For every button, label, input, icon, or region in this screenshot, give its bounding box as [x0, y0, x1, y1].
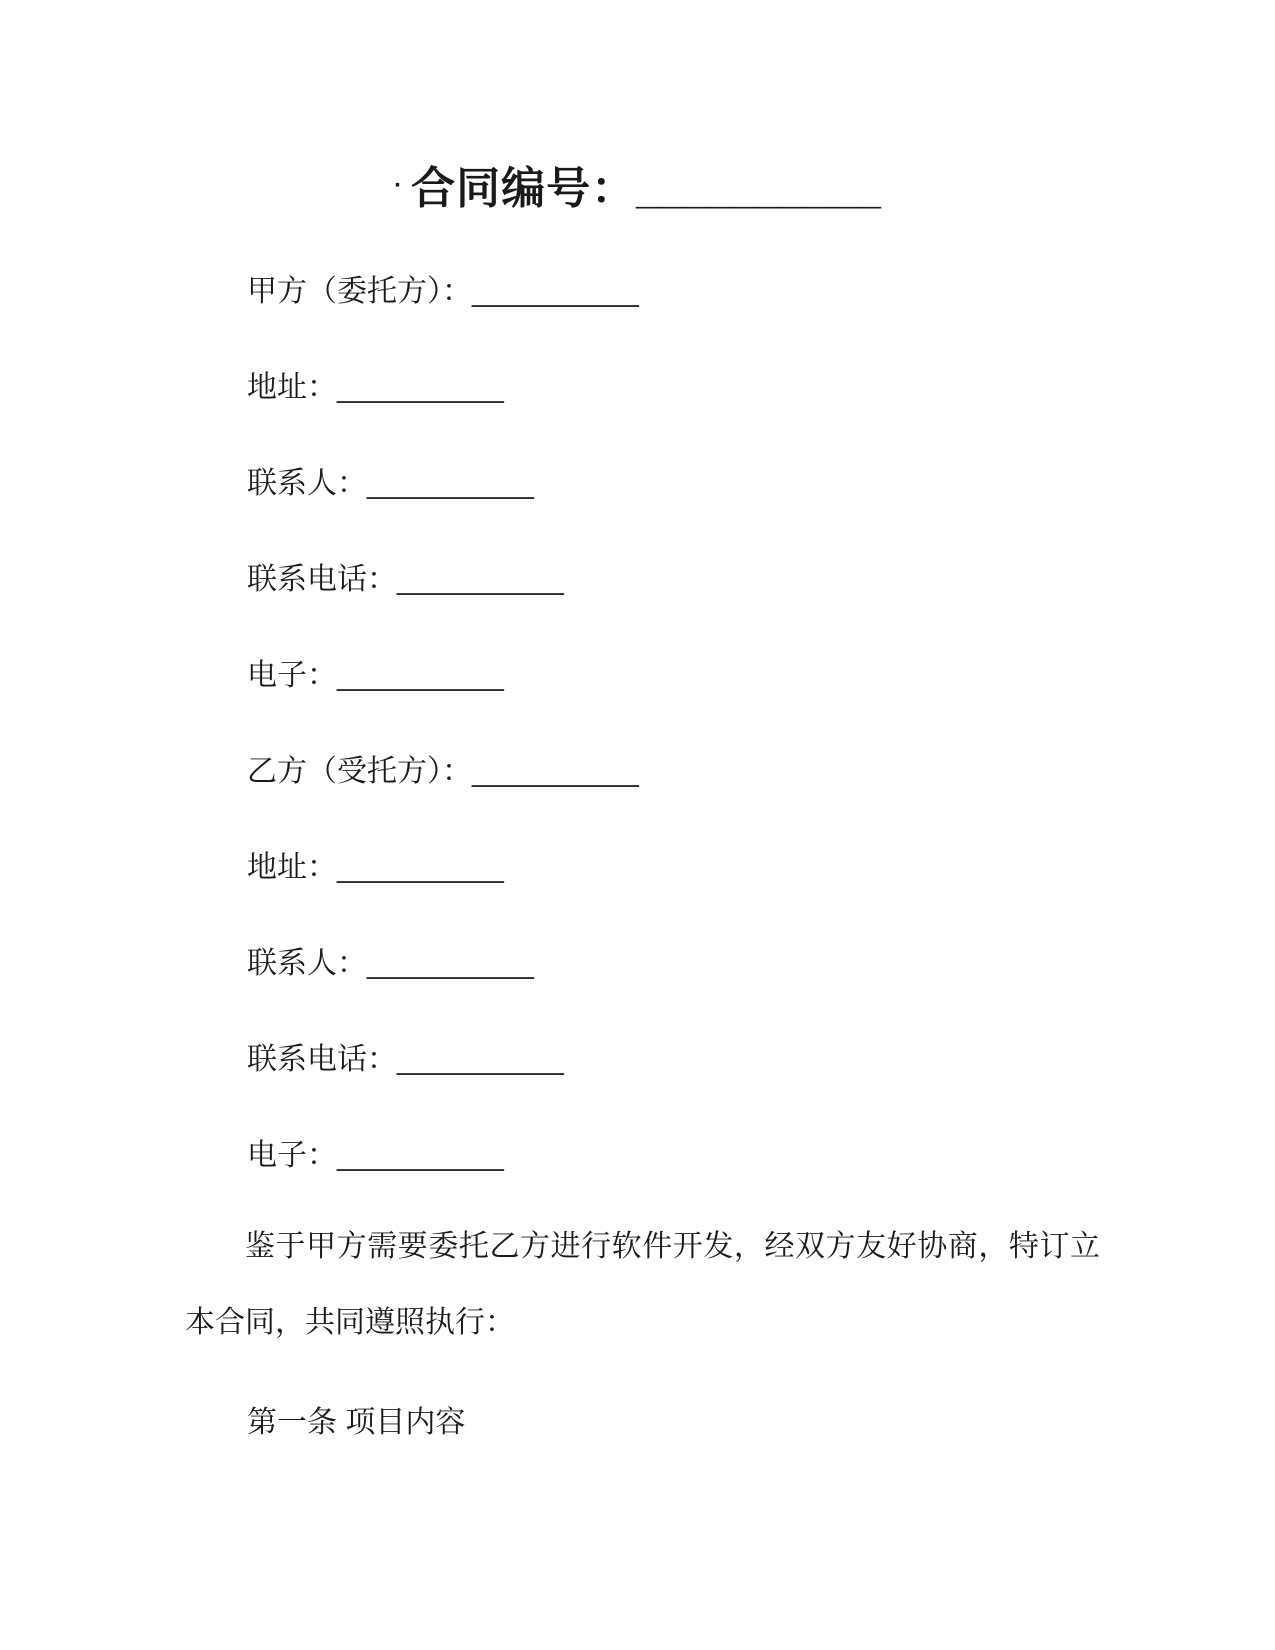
contract-number-label: 合同编号： [411, 164, 637, 213]
field-email-a [247, 659, 1275, 692]
fill-in-blank: __________ [367, 467, 534, 500]
field-label: 联系人： [247, 947, 367, 980]
clause-1-heading: 第一条 项目内容 [247, 1406, 466, 1439]
field-label: 电子： [247, 1139, 337, 1172]
fill-in-blank: __________ [337, 659, 504, 692]
field-label: 乙方（受托方）： [247, 755, 472, 788]
field-email-b [247, 1139, 1275, 1172]
fill-in-blank: __________ [337, 1139, 504, 1172]
fill-in-blank: __________ [337, 851, 504, 884]
field-contact-person-b [247, 947, 1275, 980]
field-label: 地址： [247, 851, 337, 884]
field-contact-phone-b [247, 1043, 1275, 1076]
fill-in-blank: __________ [367, 947, 534, 980]
contract-number-blank: __________ [636, 164, 881, 213]
fill-in-blank: __________ [397, 1043, 564, 1076]
fill-in-blank: __________ [397, 563, 564, 596]
field-label: 电子： [247, 659, 337, 692]
fill-in-blank: __________ [337, 371, 504, 404]
field-label: 联系人： [247, 467, 367, 500]
field-label: 地址： [247, 371, 337, 404]
field-address-b [247, 851, 1275, 884]
field-label: 联系电话： [247, 563, 397, 596]
fill-in-blank: __________ [472, 755, 639, 788]
field-label: 甲方（委托方）： [247, 275, 472, 308]
contract-number-title [0, 0, 1275, 217]
field-address-a [247, 371, 1275, 404]
field-label: 联系电话： [247, 1043, 397, 1076]
field-party-b [247, 755, 1275, 788]
title-bullet: · [394, 172, 404, 199]
preamble-paragraph: 鉴于甲方需要委托乙方进行软件开发，经双方友好协商，特订立本合同，共同遵照执行： [185, 1230, 1100, 1339]
party-info-fields [247, 275, 1275, 1172]
fill-in-blank: __________ [472, 275, 639, 308]
field-contact-person-a [247, 467, 1275, 500]
field-party-a [247, 275, 1275, 308]
field-contact-phone-a [247, 563, 1275, 596]
